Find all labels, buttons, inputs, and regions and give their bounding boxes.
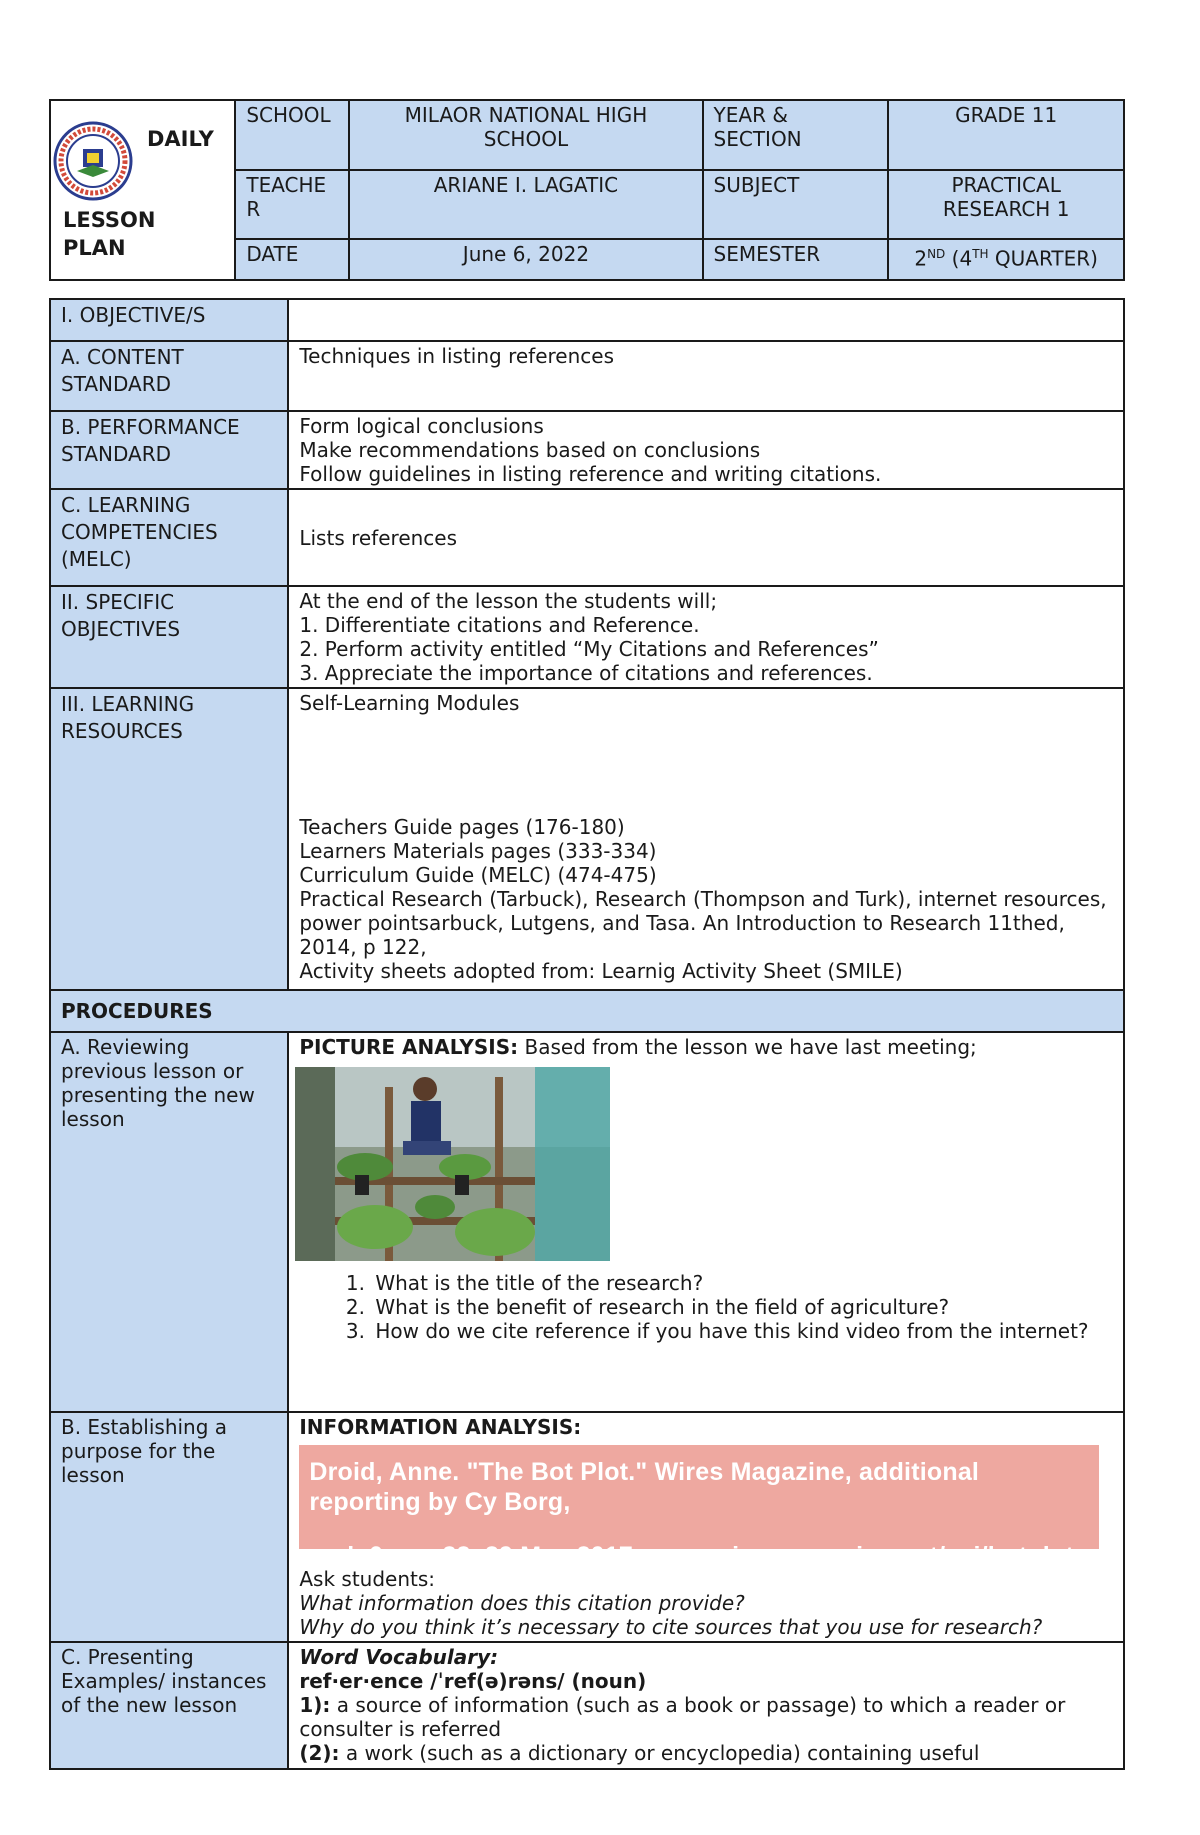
learning-resources-value: Self-Learning Modules Teachers Guide pages (176-180) Learners Materials pages (333-334) Curriculum Guide (MELC) (474-475) Practical Research (Tarbuck), Research (Thompson and Turk), internet resources, power pointsarbuck, Lutgens, and Tasa. An Introduction to Research 11thed, 2014, p 122, Activity sheets adopted from: Learnig Activity Sheet (SMILE) [288, 688, 1124, 990]
teacher-value: ARIANE I. LAGATIC [349, 170, 702, 239]
objective-label: I. OBJECTIVE/S [50, 299, 288, 341]
header-table [49, 99, 1125, 281]
teacher-label: TEACHE R [235, 170, 349, 239]
lesson-table [49, 298, 1125, 1770]
reviewing-label: A. Reviewing previous lesson or presenting the new lesson [50, 1032, 288, 1412]
list-item: 2. What is the benefit of research in the field of agriculture? [371, 1295, 1113, 1319]
semester-label: SEMESTER [703, 239, 889, 280]
content-standard-value: Techniques in listing references [288, 341, 1124, 411]
school-seal-icon [53, 121, 133, 201]
year-label: YEAR & SECTION [703, 100, 889, 170]
content-standard-label: A. CONTENT STANDARD [50, 341, 288, 411]
presenting-label: C. Presenting Examples/ instances of the new lesson [50, 1642, 288, 1769]
daily-title: DAILY [147, 127, 214, 151]
lesson-plan-title: LESSON PLAN [63, 208, 156, 260]
performance-standard-value: Form logical conclusions Make recommendations based on conclusions Follow guidelines in listing reference and writing citations. [288, 411, 1124, 489]
logo-cell [50, 100, 235, 280]
learning-resources-label: III. LEARNING RESOURCES [50, 688, 288, 990]
specific-objectives-value: At the end of the lesson the students will; 1. Differentiate citations and Reference. 2. Perform activity entitled “My Citations and References” 3. Appreciate the importance of citations and references. [288, 586, 1124, 688]
garden-photo [295, 1067, 610, 1261]
presenting-value: Word Vocabulary: ref·er·ence /ˈref(ə)rəns/ (noun) 1): a source of information (such as a book or passage) to which a reader or consulter is referred (2): a work (such as a dictionary or encyclopedia) containing useful [288, 1642, 1124, 1769]
citation-image: Droid, Anne. "The Bot Plot." Wires Magazine, additional reporting by Cy Borg, vol. 6, no. 22, 29 May 2017, www.wiresmagazine.net/sci/botplot. [299, 1445, 1099, 1549]
establishing-label: B. Establishing a purpose for the lesson [50, 1412, 288, 1642]
subject-value: PRACTICAL RESEARCH 1 [888, 170, 1124, 239]
review-questions [299, 1271, 1113, 1343]
subject-label: SUBJECT [703, 170, 889, 239]
performance-standard-label: B. PERFORMANCE STANDARD [50, 411, 288, 489]
list-item: 3. How do we cite reference if you have this kind video from the internet? [371, 1319, 1113, 1343]
specific-objectives-label: II. SPECIFIC OBJECTIVES [50, 586, 288, 688]
date-value: June 6, 2022 [349, 239, 702, 280]
semester-value: 2ND (4TH QUARTER) [888, 239, 1124, 280]
reviewing-value: PICTURE ANALYSIS: Based from the lesson we have last meeting; 1. What is the title of the research? 2. What is the benefit of research in the field of agriculture? 3. How do we cite reference if you have this kind video from the internet? [288, 1032, 1124, 1412]
competencies-value: Lists references [288, 489, 1124, 586]
procedures-heading: PROCEDURES [50, 990, 1124, 1032]
establishing-value: INFORMATION ANALYSIS: Droid, Anne. "The Bot Plot." Wires Magazine, additional reporting by Cy Borg, vol. 6, no. 22, 29 May 2017, www.wiresmagazine.net/sci/botplot. Ask students: What information does this citation provide? Why do you think it’s necessary to cite sources that you use for research? [288, 1412, 1124, 1642]
school-value: MILAOR NATIONAL HIGH SCHOOL [349, 100, 702, 170]
objective-value [288, 299, 1124, 341]
list-item: 1. What is the title of the research? [371, 1271, 1113, 1295]
year-value: GRADE 11 [888, 100, 1124, 170]
school-label: SCHOOL [235, 100, 349, 170]
competencies-label: C. LEARNING COMPETENCIES (MELC) [50, 489, 288, 586]
date-label: DATE [235, 239, 349, 280]
